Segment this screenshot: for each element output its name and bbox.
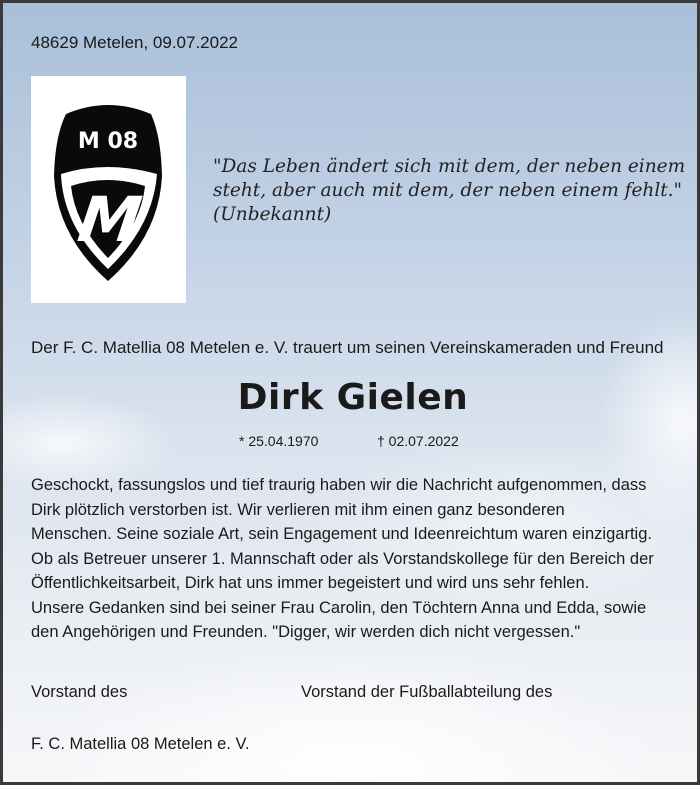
logo-letter: M [73,183,146,256]
body-line: Öffentlichkeitsarbeit, Dirk hat uns immer begeistert und wird uns sehr fehlen. [31,574,590,592]
signature-football-board: Vorstand der Fußballabteilung des [301,683,553,701]
body-line: Unsere Gedanken sind bei seiner Frau Carolin, den Töchtern Anna und Edda, sowie [31,598,647,617]
club-crest-shield-icon [31,76,186,303]
obituary-body [31,473,691,645]
location-date: 48629 Metelen, 09.07.2022 [31,33,239,52]
body-line: den Angehörigen und Freunden. "Digger, wir werden dich nicht vergessen." [31,623,581,641]
death-date: † 02.07.2022 [377,433,459,449]
quote-author: (Unbekannt) [213,204,332,225]
logo-text: M 08 [77,129,139,154]
mourner-line: Der F. C. Matellia 08 Metelen e. V. trauert um seinen Vereinskameraden und Freund [31,338,664,357]
quote-line: steht, aber auch mit dem, der neben einem fehlt." [213,180,683,201]
signature-board: Vorstand des [31,683,128,701]
club-logo [31,76,186,303]
body-line: Geschockt, fassungslos und tief traurig haben wir die Nachricht aufgenommen, dass [31,476,647,494]
body-line: Dirk plötzlich verstorben ist. Wir verlieren mit ihm einen ganz besonderen [31,500,565,519]
body-line: Menschen. Seine soziale Art, sein Engagement und Ideenreichtum waren einzigartig. [31,525,652,543]
deceased-name: Dirk Gielen [237,377,469,418]
signature-club-name: F. C. Matellia 08 Metelen e. V. [31,735,250,753]
birth-date: * 25.04.1970 [239,433,319,449]
memorial-quote [213,155,686,227]
quote-line: "Das Leben ändert sich mit dem, der neben einem [213,156,686,177]
body-line: Ob als Betreuer unserer 1. Mannschaft oder als Vorstandskollege für den Bereich der [31,549,654,568]
